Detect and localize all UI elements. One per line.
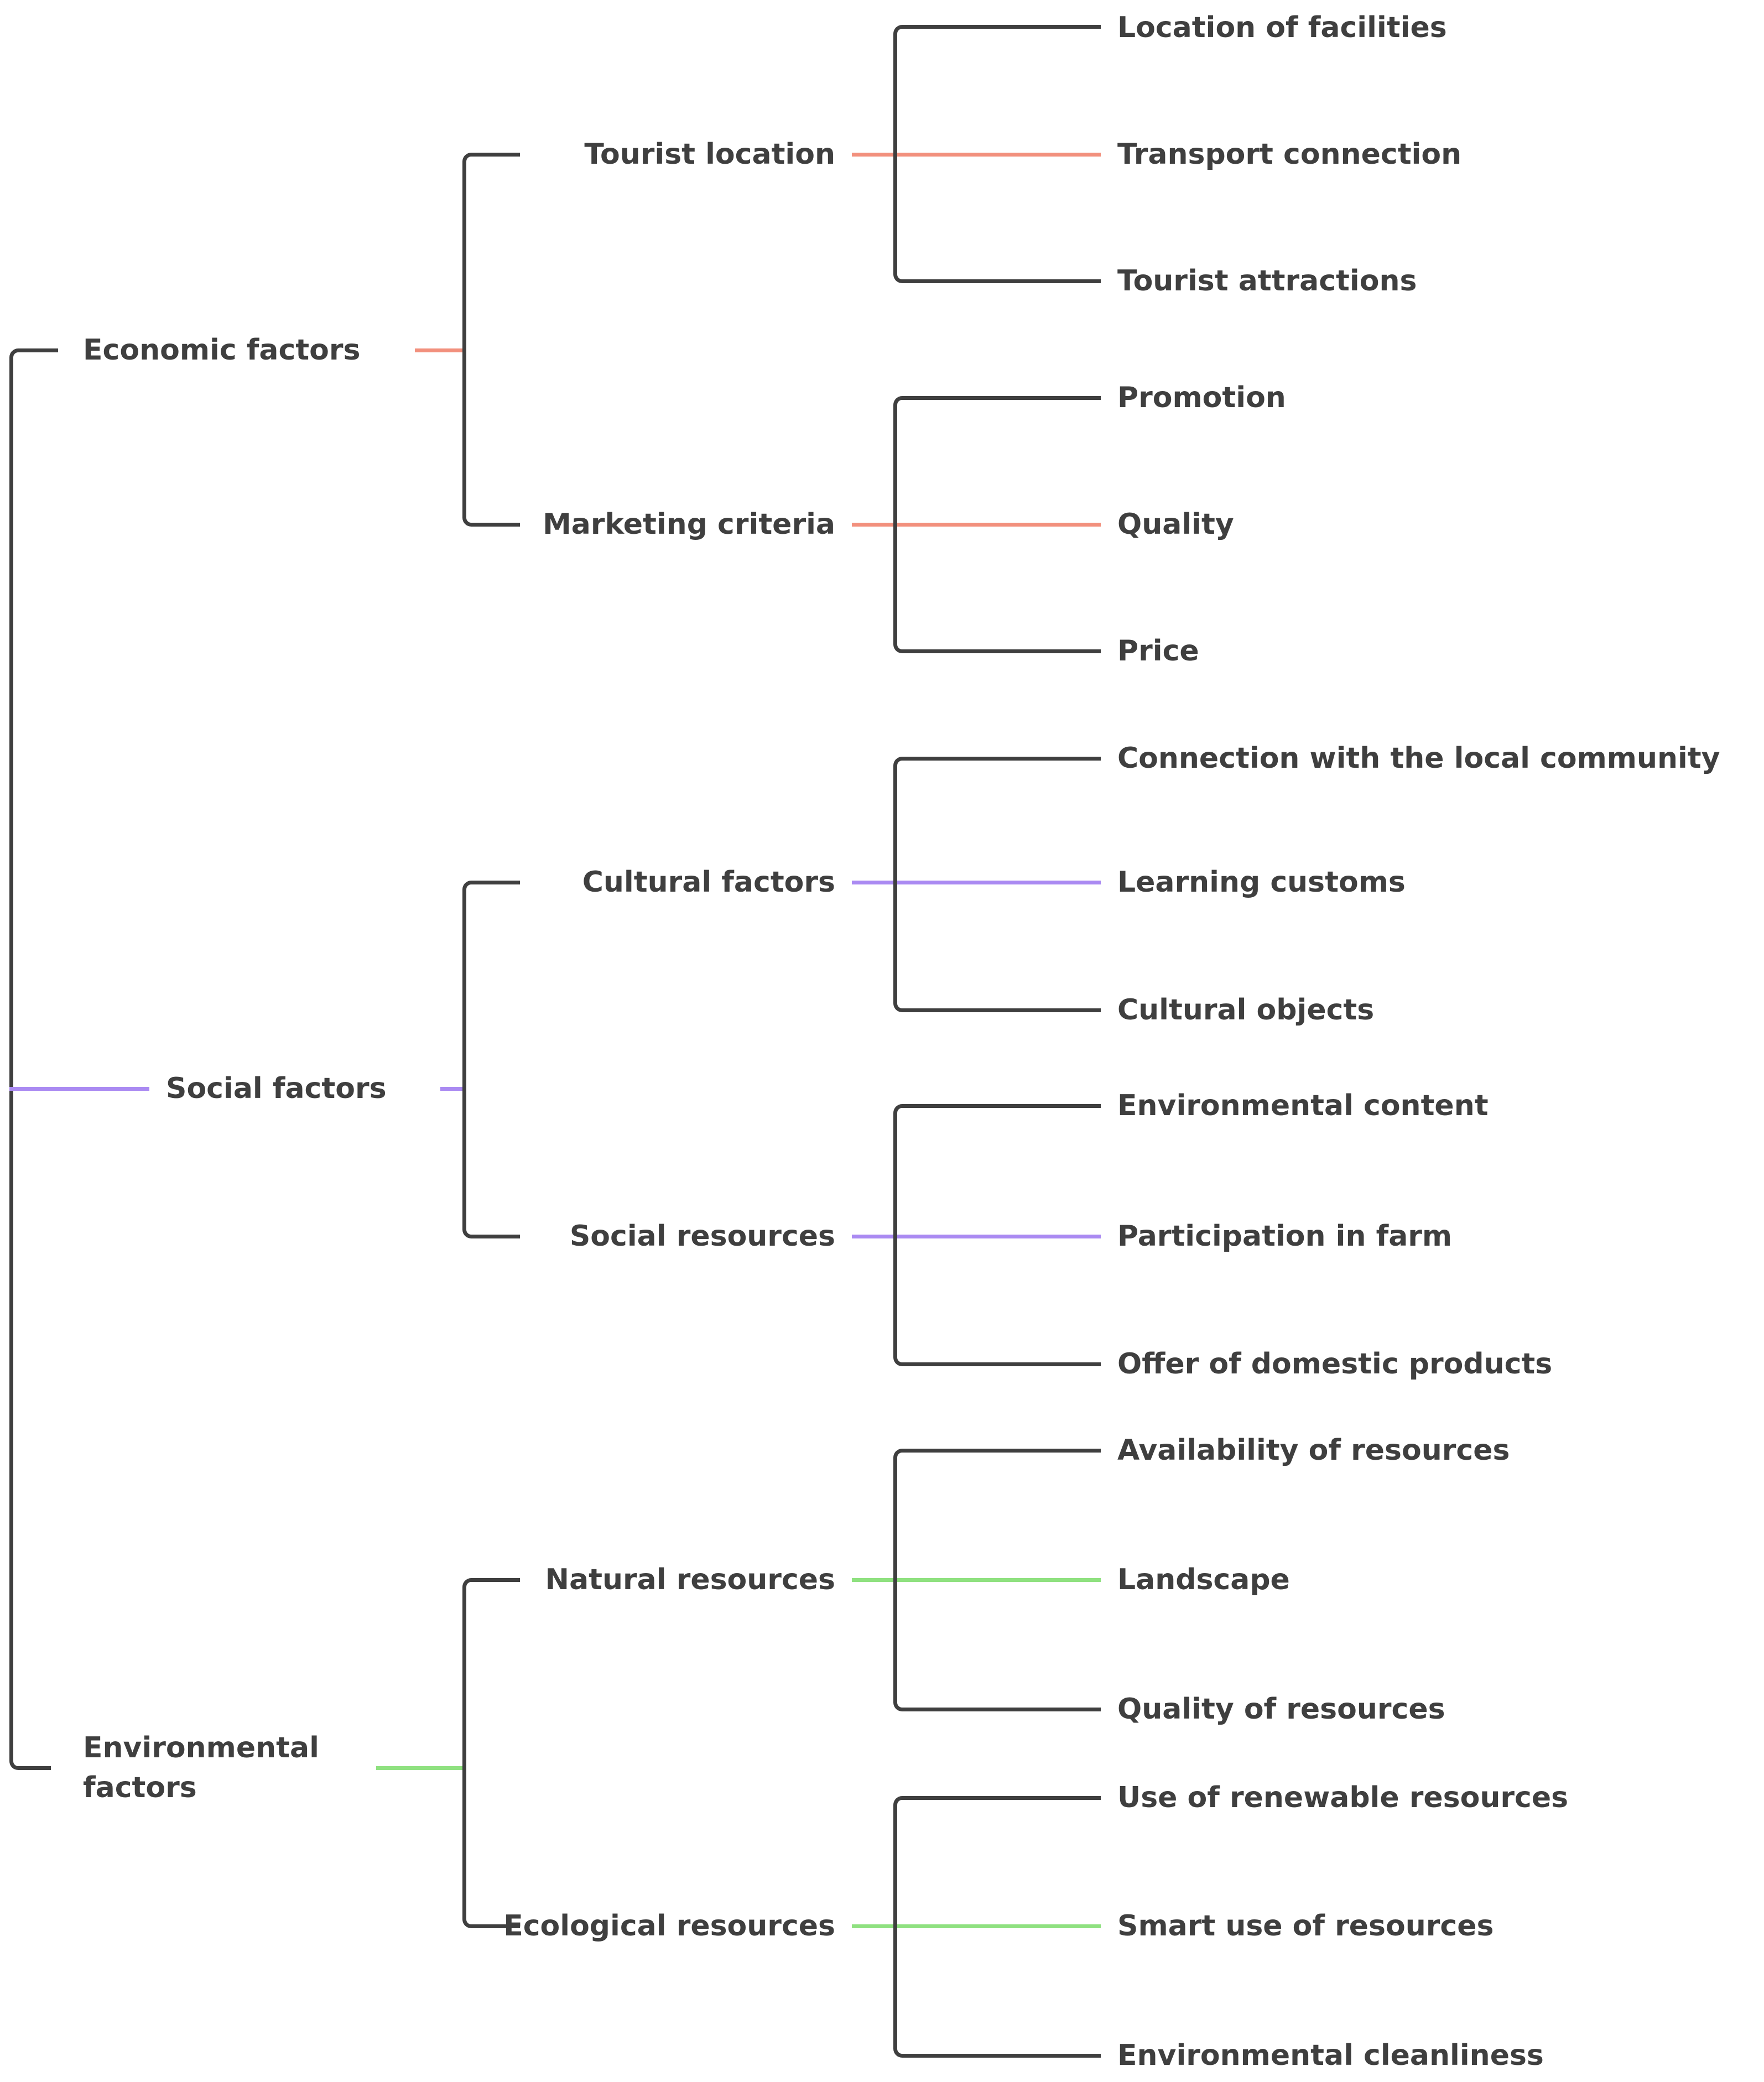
ecological-resources-leaves-bracket xyxy=(893,1796,1101,2058)
node-cultural-factors: Cultural factors xyxy=(582,866,835,899)
leaf-use-of-renewable-resources: Use of renewable resources xyxy=(1117,1781,1569,1814)
node-marketing-criteria: Marketing criteria xyxy=(543,508,835,541)
root-connector-social xyxy=(9,1087,149,1091)
leaf-quality: Quality xyxy=(1117,508,1234,541)
economic-to-children-stub xyxy=(415,348,462,352)
social-children-bracket xyxy=(462,881,520,1238)
environmental-children-bracket xyxy=(462,1578,520,1928)
environmental-to-children-stub xyxy=(376,1766,462,1770)
social-resources-leaves-bracket xyxy=(893,1104,1101,1366)
root-connector-environmental xyxy=(9,1087,51,1770)
leaf-tourist-attractions: Tourist attractions xyxy=(1117,264,1417,298)
leaf-promotion: Promotion xyxy=(1117,381,1286,414)
root-connector-economic xyxy=(9,348,58,1091)
leaf-participation-in-farm: Participation in farm xyxy=(1117,1220,1453,1253)
node-economic-factors: Economic factors xyxy=(83,334,361,367)
node-natural-resources: Natural resources xyxy=(545,1563,835,1596)
leaf-transport-connection: Transport connection xyxy=(1117,138,1462,171)
node-tourist-location: Tourist location xyxy=(584,138,835,171)
economic-children-bracket xyxy=(462,153,520,527)
leaf-learning-customs: Learning customs xyxy=(1117,866,1406,899)
marketing-criteria-leaves-bracket xyxy=(893,396,1101,653)
natural-resources-leaves-bracket xyxy=(893,1449,1101,1711)
leaf-environmental-content: Environmental content xyxy=(1117,1089,1489,1122)
leaf-connection-with-the-local-community: Connection with the local community xyxy=(1117,742,1720,775)
leaf-smart-use-of-resources: Smart use of resources xyxy=(1117,1909,1494,1943)
leaf-offer-of-domestic-products: Offer of domestic products xyxy=(1117,1347,1553,1381)
social-to-children-stub xyxy=(440,1087,462,1091)
cultural-factors-leaves-bracket xyxy=(893,757,1101,1012)
leaf-location-of-facilities: Location of facilities xyxy=(1117,11,1447,44)
node-ecological-resources: Ecological resources xyxy=(503,1909,835,1943)
leaf-quality-of-resources: Quality of resources xyxy=(1117,1693,1445,1726)
tourist-location-leaves-bracket xyxy=(893,25,1101,283)
node-social-resources: Social resources xyxy=(569,1220,835,1253)
leaf-price: Price xyxy=(1117,634,1199,668)
leaf-cultural-objects: Cultural objects xyxy=(1117,993,1375,1027)
leaf-availability-of-resources: Availability of resources xyxy=(1117,1434,1510,1467)
node-social-factors: Social factors xyxy=(166,1072,387,1105)
leaf-landscape: Landscape xyxy=(1117,1563,1290,1596)
node-environmental-factors: Environmental factors xyxy=(83,1731,319,1804)
leaf-environmental-cleanliness: Environmental cleanliness xyxy=(1117,2039,1544,2072)
